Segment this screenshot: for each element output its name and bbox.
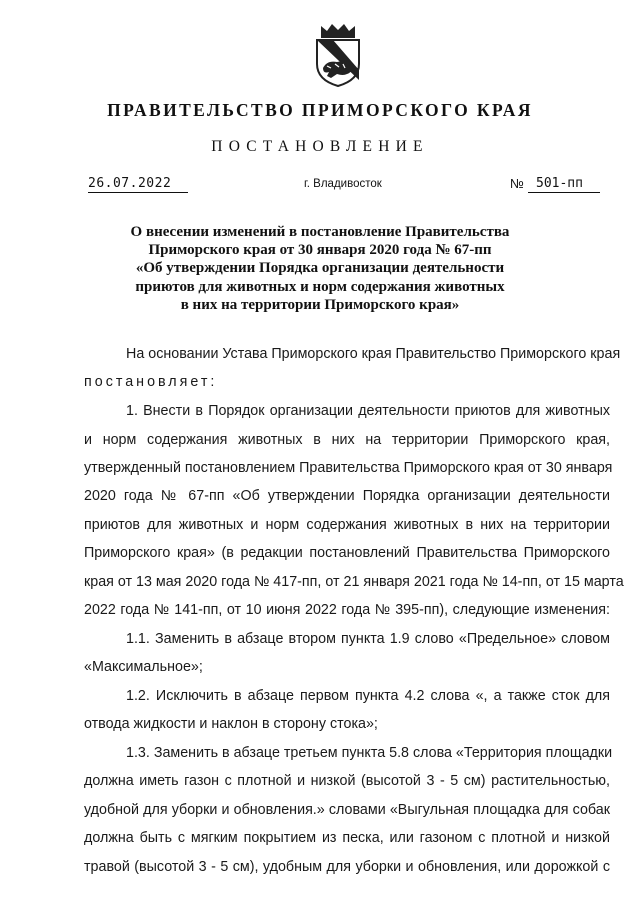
body-line: утвержденный постановлением Правительства Приморского края от 30 января bbox=[84, 460, 613, 476]
body-line: 1. Внести в Порядок организации деятельности приютов для животных bbox=[126, 403, 610, 419]
body-line: 1.1. Заменить в абзаце втором пункта 1.9 слово «Предельное» словом bbox=[126, 631, 610, 647]
body-line: края от 13 мая 2020 года № 417-пп, от 21 января 2021 года № 14-пп, от 15 марта bbox=[84, 574, 624, 590]
document-type: ПОСТАНОВЛЕНИЕ bbox=[211, 138, 429, 155]
number-sign: № bbox=[510, 176, 524, 191]
document-city: г. Владивосток bbox=[304, 178, 382, 190]
coat-of-arms-icon bbox=[313, 22, 363, 88]
body-line: 2020 года № 67-пп «Об утверждении Порядка организации деятельности bbox=[84, 488, 610, 504]
body-line: должна быть с мягким покрытием из песка, или газоном с плотной и низкой bbox=[84, 830, 610, 846]
body-line: травой (высотой 3 - 5 см), удобным для уборки и обновления, или дорожкой с bbox=[84, 859, 610, 875]
date-underline bbox=[88, 192, 188, 193]
body-line: постановляет: bbox=[84, 374, 218, 390]
heading-line: приютов для животных и норм содержания животных bbox=[135, 278, 505, 295]
body-line: 1.3. Заменить в абзаце третьем пункта 5.8 слова «Территория площадки bbox=[126, 745, 613, 761]
heading-line: О внесении изменений в постановление Правительства bbox=[130, 224, 510, 240]
body-line: «Максимальное»; bbox=[84, 659, 203, 675]
body-line: удобной для уборки и обновления.» словами «Выгульная площадка для собак bbox=[84, 802, 610, 818]
body-line: Приморского края» (в редакции постановлений Правительства Приморского bbox=[84, 545, 610, 561]
number-value: 501-пп bbox=[536, 176, 583, 191]
date-value: 26.07.2022 bbox=[88, 176, 172, 191]
number-underline bbox=[528, 192, 600, 193]
government-title: ПРАВИТЕЛЬСТВО ПРИМОРСКОГО КРАЯ bbox=[107, 100, 533, 120]
heading-line: в них на территории Приморского края» bbox=[180, 296, 460, 313]
body-line: отвода жидкости и наклон в сторону стока»; bbox=[84, 716, 378, 732]
body-line: должна иметь газон с плотной и низкой (высотой 3 - 5 см) растительностью, bbox=[84, 773, 610, 789]
body-line: 1.2. Исключить в абзаце первом пункта 4.2 слова «, а также сток для bbox=[126, 688, 610, 704]
body-line: 2022 года № 141-пп, от 10 июня 2022 года № 395-пп), следующие изменения: bbox=[84, 602, 610, 618]
heading-line: Приморского края от 30 января 2020 года № 67-пп bbox=[148, 242, 492, 259]
document-heading bbox=[90, 223, 550, 314]
heading-line: «Об утверждении Порядка организации деятельности bbox=[135, 260, 505, 277]
document-date bbox=[88, 176, 188, 191]
body-line: и норм содержания животных в них на территории Приморского края, bbox=[84, 432, 610, 448]
body-line: приютов для животных и норм содержания животных в них на территории bbox=[84, 517, 610, 533]
document-number bbox=[528, 176, 600, 191]
body-line: На основании Устава Приморского края Правительство Приморского края bbox=[126, 346, 621, 362]
